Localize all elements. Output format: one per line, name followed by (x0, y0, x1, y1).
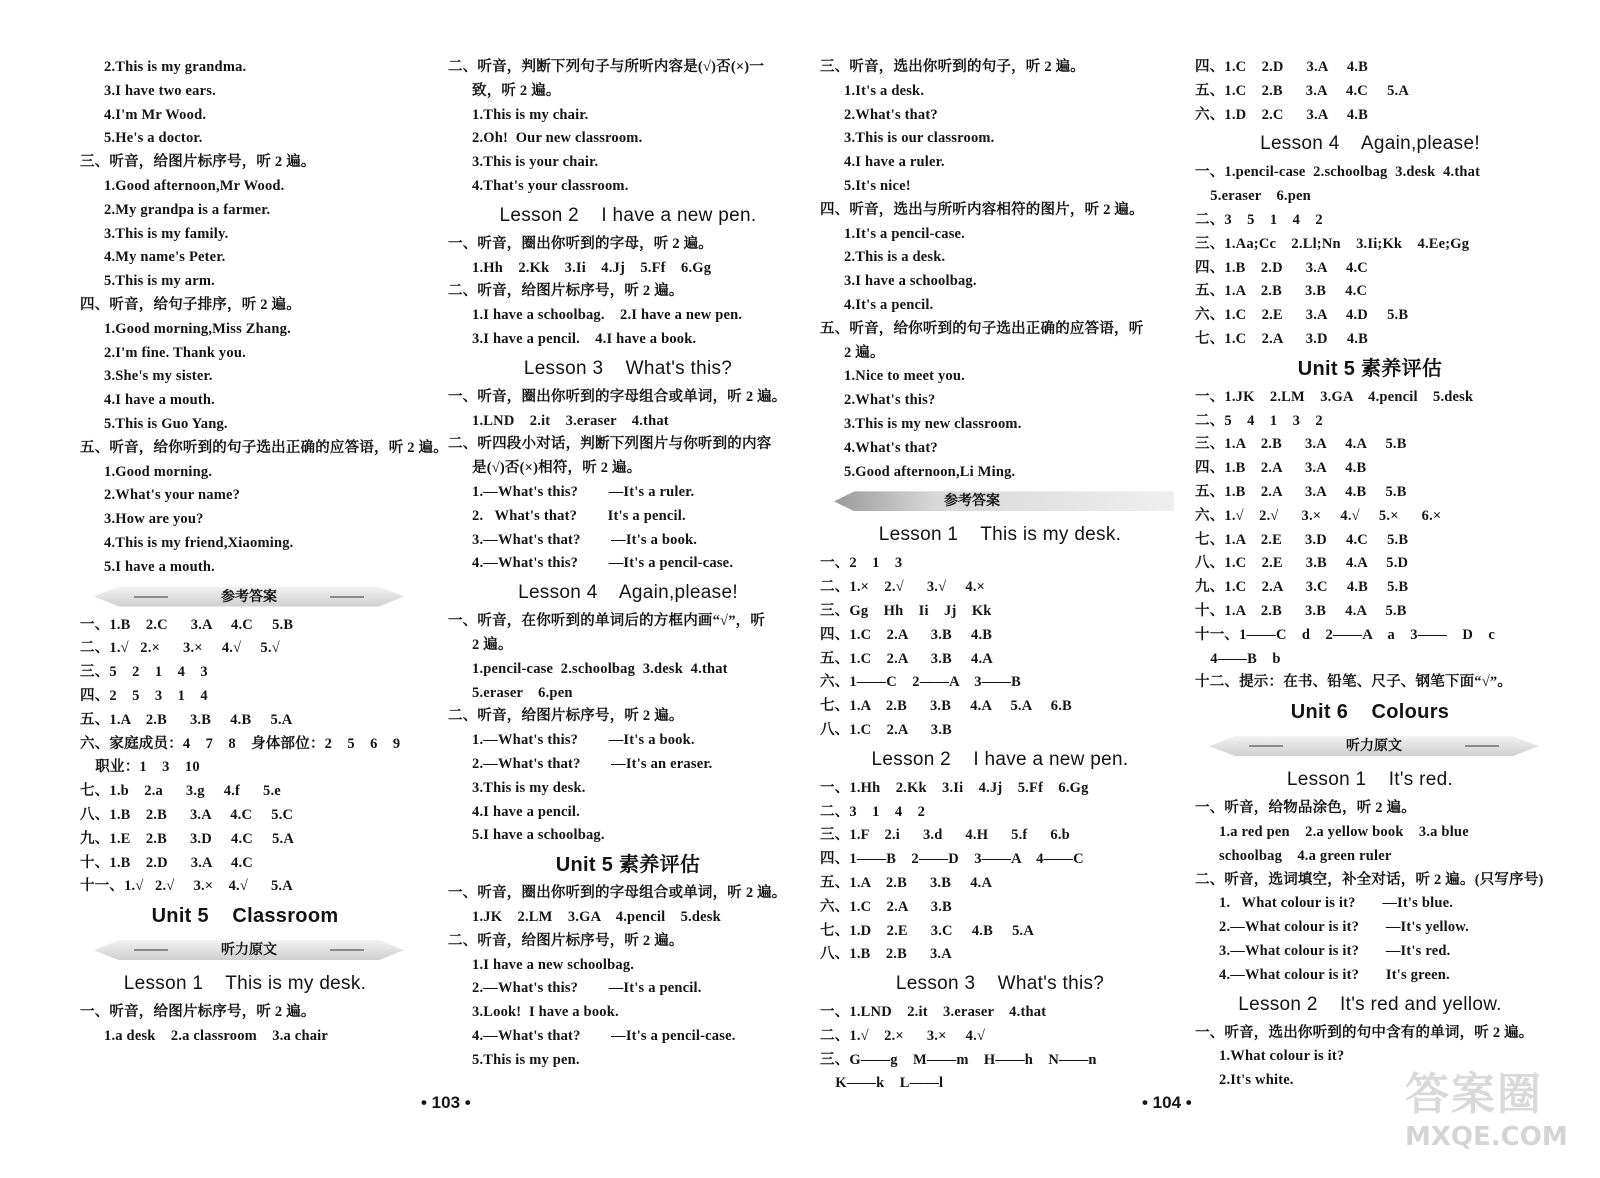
text-line: 1.—What's this? —It's a ruler. (472, 483, 695, 500)
banner-label: 参考答案 (944, 493, 1000, 510)
text-line: 4.I have a pencil. (472, 803, 580, 820)
unit-heading: Unit 5 素养评估 (555, 854, 701, 877)
text-line: 2.My grandpa is a farmer. (104, 201, 271, 218)
text-line: 5.eraser 6.pen (1195, 188, 1311, 205)
lesson-heading: Lesson 3 What's this? (523, 357, 733, 379)
text-line: 5.eraser 6.pen (472, 684, 573, 701)
text-line: 二、听音，给图片标序号，听 2 遍。 (448, 708, 684, 725)
text-line: 十一、1——C d 2——A a 3—— D c (1195, 626, 1496, 643)
text-line: 六、1.C 2.E 3.A 4.D 5.B (1195, 307, 1409, 324)
text-line: 六、1——C 2——A 3——B (820, 674, 1021, 691)
lesson-heading: Lesson 2 It's red and yellow. (1238, 993, 1502, 1015)
text-line: 4.—What's that? —It's a pencil-case. (472, 1027, 736, 1044)
text-line: 一、听音，圈出你听到的字母组合或单词，听 2 遍。 (448, 885, 787, 902)
text-line: 1.It's a pencil-case. (844, 225, 965, 242)
text-line: 四、听音，选出与所听内容相符的图片，听 2 遍。 (820, 201, 1144, 218)
text-line: 1.—What's this? —It's a book. (472, 732, 695, 749)
text-line: 4.—What's this? —It's a pencil-case. (472, 555, 734, 572)
text-line: 二、听音，判断下列句子与所听内容是(√)否(×)一 (448, 59, 765, 75)
text-line: 七、1.D 2.E 3.C 4.B 5.A (820, 922, 1035, 939)
text-line: 2 遍。 (472, 636, 513, 653)
text-line: 四、1.B 2.D 3.A 4.C (1195, 259, 1368, 276)
text-line: 3.This is my desk. (472, 779, 586, 796)
text-line: 九、1.C 2.A 3.C 4.B 5.B (1195, 579, 1409, 596)
lesson-heading: Lesson 4 Again,please! (1260, 133, 1480, 155)
unit-heading: Unit 5 Classroom (151, 905, 339, 928)
page-number-right: • 104 • (1142, 1093, 1192, 1112)
banner-label: 听力原文 (221, 942, 277, 959)
text-line: 十二、提示：在书、铅笔、尺子、钢笔下面“√”。 (1195, 674, 1513, 691)
text-line: 二、听四段小对话，判断下列图片与你听到的内容 (448, 436, 772, 453)
text-line: 3.She's my sister. (104, 368, 213, 385)
text-line: 一、1.B 2.C 3.A 4.C 5.B (80, 616, 294, 633)
text-line: 1.LND 2.it 3.eraser 4.that (472, 412, 669, 429)
text-line: 六、1.C 2.A 3.B (820, 898, 952, 915)
text-line: 3.This is my new classroom. (844, 415, 1022, 432)
text-line: 七、1.A 2.E 3.D 4.C 5.B (1195, 531, 1409, 548)
text-line: 六、1.D 2.C 3.A 4.B (1195, 106, 1368, 123)
lesson-heading: Lesson 2 I have a new pen. (871, 748, 1129, 770)
lesson-heading: Lesson 2 I have a new pen. (499, 204, 757, 226)
text-line: 一、听音，给图片标序号，听 2 遍。 (80, 1004, 316, 1021)
text-line: 2.—What colour is it? —It's yellow. (1219, 919, 1470, 936)
text-line: 一、听音，给物品涂色，听 2 遍。 (1195, 800, 1416, 817)
text-line: 5.It's nice! (844, 177, 911, 194)
text-line: 1.I have a new schoolbag. (472, 956, 635, 973)
text-line: 三、5 2 1 4 3 (80, 664, 208, 681)
lesson-heading: Lesson 1 It's red. (1286, 769, 1454, 791)
text-line: 3.I have a pencil. 4.I have a book. (472, 330, 697, 347)
text-line: 4.—What colour is it? It's green. (1219, 966, 1450, 983)
text-line: 八、1.C 2.A 3.B (820, 721, 952, 738)
text-line: 八、1.B 2.B 3.A 4.C 5.C (80, 806, 294, 823)
text-line: 3.This is my family. (104, 225, 229, 242)
text-line: 1.What colour is it? (1219, 1048, 1345, 1065)
text-line: 4.I have a ruler. (844, 154, 945, 171)
text-line: 三、G——g M——m H——h N——n (820, 1051, 1097, 1068)
text-line: 三、1.A 2.B 3.A 4.A 5.B (1195, 436, 1407, 453)
section-banner (1209, 733, 1539, 759)
text-line: 一、听音，选出你听到的句中含有的单词，听 2 遍。 (1195, 1024, 1534, 1041)
watermark-text: 答案圈 (1405, 1069, 1543, 1120)
text-line: 4.This is my friend,Xiaoming. (104, 534, 294, 551)
text-line: 5.I have a mouth. (104, 558, 215, 575)
text-line: 四、1——B 2——D 3——A 4——C (820, 851, 1084, 868)
lesson-heading: Lesson 3 What's this? (895, 973, 1105, 995)
text-line: 七、1.A 2.B 3.B 4.A 5.A 6.B (820, 698, 1072, 715)
text-line: 1.Nice to meet you. (844, 368, 965, 385)
section-banner (834, 488, 1174, 514)
text-line: 一、1.JK 2.LM 3.GA 4.pencil 5.desk (1195, 388, 1474, 405)
column-2 (448, 56, 808, 1072)
text-line: 九、1.E 2.B 3.D 4.C 5.A (80, 830, 295, 847)
text-line: 二、听音，选词填空，补全对话，听 2 遍。(只写序号) (1195, 871, 1544, 888)
lesson-heading: Lesson 4 Again,please! (518, 582, 738, 604)
text-line: 2.What's that? (844, 106, 938, 123)
text-line: 2.I'm fine. Thank you. (104, 344, 246, 361)
text-line: 六、家庭成员：4 7 8 身体部位：2 5 6 9 (80, 735, 401, 752)
text-line: 一、2 1 3 (820, 555, 903, 572)
text-line: 一、1.pencil-case 2.schoolbag 3.desk 4.that (1195, 164, 1481, 181)
text-line: 2.It's white. (1219, 1072, 1294, 1089)
text-line: 2.—What's this? —It's a pencil. (472, 980, 702, 997)
text-line: 一、1.Hh 2.Kk 3.Ii 4.Jj 5.Ff 6.Gg (820, 779, 1089, 796)
text-line: 致，听 2 遍。 (472, 82, 561, 99)
text-line: 2 遍。 (844, 344, 885, 361)
text-line: 八、1.B 2.B 3.A (820, 946, 952, 963)
text-line: 四、1.B 2.A 3.A 4.B (1195, 460, 1367, 477)
text-line: 一、听音，在你听到的单词后的方框内画“√”，听 (448, 613, 766, 630)
text-line: 七、1.b 2.a 3.g 4.f 5.e (80, 783, 281, 800)
text-line: 5.This is my arm. (104, 273, 215, 290)
text-line: 1.JK 2.LM 3.GA 4.pencil 5.desk (472, 908, 721, 925)
text-line: 四、1.C 2.A 3.B 4.B (820, 626, 993, 643)
text-line: 十一、1.√ 2.√ 3.× 4.√ 5.A (80, 878, 293, 895)
unit-heading: Unit 6 Colours (1290, 701, 1450, 724)
banner-label: 参考答案 (221, 588, 277, 605)
text-line: 五、1.A 2.B 3.B 4.A (820, 874, 993, 891)
text-line: 一、听音，圈出你听到的字母，听 2 遍。 (448, 235, 713, 252)
text-line: 1. What colour is it? —It's blue. (1219, 895, 1454, 912)
text-line: 3.This is our classroom. (844, 130, 995, 147)
text-line: 三、Gg Hh Ii Jj Kk (820, 602, 992, 619)
text-line: 2. What's that? It's a pencil. (472, 507, 686, 524)
text-line: 5.This is my pen. (472, 1051, 580, 1068)
text-line: 三、1.Aa;Cc 2.Ll;Nn 3.Ii;Kk 4.Ee;Gg (1195, 235, 1470, 252)
text-line: 3.—What colour is it? —It's red. (1219, 942, 1451, 959)
text-line: 十、1.A 2.B 3.B 4.A 5.B (1195, 602, 1407, 619)
text-line: 1.pencil-case 2.schoolbag 3.desk 4.that (472, 660, 728, 677)
text-line: 五、1.A 2.B 3.B 4.B 5.A (80, 711, 293, 728)
text-line: 五、1.C 2.A 3.B 4.A (820, 650, 993, 667)
page-number-left: • 103 • (421, 1093, 471, 1112)
section-banner (94, 584, 404, 610)
column-3 (820, 56, 1180, 1096)
text-line: 4.I'm Mr Wood. (104, 106, 207, 123)
column-1 (80, 56, 448, 1049)
text-line: 1.Good morning,Miss Zhang. (104, 320, 291, 337)
text-line: 3.—What's that? —It's a book. (472, 531, 698, 548)
watermark-url: MXQE.COM (1405, 1122, 1568, 1152)
lesson-heading: Lesson 1 This is my desk. (123, 973, 367, 995)
text-line: 1.a desk 2.a classroom 3.a chair (104, 1027, 329, 1044)
text-line: 职业：1 3 10 (80, 759, 200, 776)
text-line: 三、听音，选出你听到的句子，听 2 遍。 (820, 59, 1085, 75)
text-line: 2.This is my grandma. (104, 59, 247, 75)
text-line: 2.What's this? (844, 392, 936, 409)
text-line: 5.Good afternoon,Li Ming. (844, 463, 1016, 480)
text-line: 一、1.LND 2.it 3.eraser 4.that (820, 1004, 1047, 1021)
section-banner (94, 937, 404, 963)
text-line: 1.Hh 2.Kk 3.Ii 4.Jj 5.Ff 6.Gg (472, 259, 712, 276)
text-line: 五、听音，给你听到的句子选出正确的应答语，听 2 遍。 (80, 439, 448, 456)
text-line: 4.That's your classroom. (472, 177, 629, 194)
lesson-heading: Lesson 1 This is my desk. (878, 524, 1122, 546)
text-line: 是(√)否(×)相符，听 2 遍。 (472, 460, 642, 477)
text-line: 3.This is your chair. (472, 154, 599, 171)
text-line: 四、2 5 3 1 4 (80, 687, 208, 704)
text-line: 四、听音，给句子排序，听 2 遍。 (80, 296, 301, 313)
text-line: 五、1.C 2.B 3.A 4.C 5.A (1195, 82, 1410, 99)
text-line: 1.It's a desk. (844, 82, 925, 99)
column-4 (1195, 56, 1545, 1093)
text-line: 十、1.B 2.D 3.A 4.C (80, 854, 253, 871)
text-line: 1.I have a schoolbag. 2.I have a new pen. (472, 307, 743, 324)
text-line: 2.Oh! Our new classroom. (472, 130, 643, 147)
text-line: 4.What's that? (844, 439, 938, 456)
text-line: 二、听音，给图片标序号，听 2 遍。 (448, 932, 684, 949)
text-line: 二、1.× 2.√ 3.√ 4.× (820, 579, 986, 596)
text-line: 5.He's a doctor. (104, 130, 203, 147)
watermark-logo (1405, 1058, 1568, 1158)
text-line: 2.—What's that? —It's an eraser. (472, 755, 713, 772)
text-line: 一、听音，圈出你听到的字母组合或单词，听 2 遍。 (448, 388, 787, 405)
text-line: 三、1.F 2.i 3.d 4.H 5.f 6.b (820, 827, 1070, 844)
text-line: 二、5 4 1 3 2 (1195, 412, 1323, 429)
text-line: 六、1.√ 2.√ 3.× 4.√ 5.× 6.× (1195, 507, 1442, 524)
text-line: 1.Good afternoon,Mr Wood. (104, 177, 285, 194)
text-line: 4.My name's Peter. (104, 249, 226, 266)
text-line: schoolbag 4.a green ruler (1219, 847, 1392, 864)
text-line: 1.a red pen 2.a yellow book 3.a blue (1219, 823, 1469, 840)
text-line: K——k L——l (820, 1075, 944, 1092)
text-line: 五、听音，给你听到的句子选出正确的应答语，听 (820, 320, 1144, 337)
text-line: 3.Look! I have a book. (472, 1004, 619, 1021)
text-line: 3.I have two ears. (104, 82, 216, 99)
text-line: 3.I have a schoolbag. (844, 273, 977, 290)
text-line: 七、1.C 2.A 3.D 4.B (1195, 330, 1368, 347)
text-line: 五、1.A 2.B 3.B 4.C (1195, 283, 1368, 300)
text-line: 二、3 5 1 4 2 (1195, 211, 1323, 228)
text-line: 4——B b (1195, 650, 1281, 667)
text-line: 5.This is Guo Yang. (104, 415, 228, 432)
text-line: 1.Good morning. (104, 463, 213, 480)
text-line: 五、1.B 2.A 3.A 4.B 5.B (1195, 483, 1407, 500)
text-line: 1.This is my chair. (472, 106, 589, 123)
text-line: 二、听音，给图片标序号，听 2 遍。 (448, 283, 684, 300)
text-line: 三、听音，给图片标序号，听 2 遍。 (80, 154, 316, 171)
banner-label: 听力原文 (1346, 738, 1402, 755)
unit-heading: Unit 5 素养评估 (1297, 357, 1443, 380)
text-line: 2.This is a desk. (844, 249, 946, 266)
text-line: 八、1.C 2.E 3.B 4.A 5.D (1195, 555, 1409, 572)
text-line: 二、3 1 4 2 (820, 803, 926, 820)
text-line: 二、1.√ 2.× 3.× 4.√ (820, 1027, 986, 1044)
text-line: 4.I have a mouth. (104, 392, 215, 409)
text-line: 四、1.C 2.D 3.A 4.B (1195, 59, 1368, 75)
text-line: 二、1.√ 2.× 3.× 4.√ 5.√ (80, 640, 280, 657)
text-line: 5.I have a schoolbag. (472, 827, 605, 844)
text-line: 3.How are you? (104, 511, 204, 528)
text-line: 2.What's your name? (104, 487, 241, 504)
text-line: 4.It's a pencil. (844, 296, 934, 313)
